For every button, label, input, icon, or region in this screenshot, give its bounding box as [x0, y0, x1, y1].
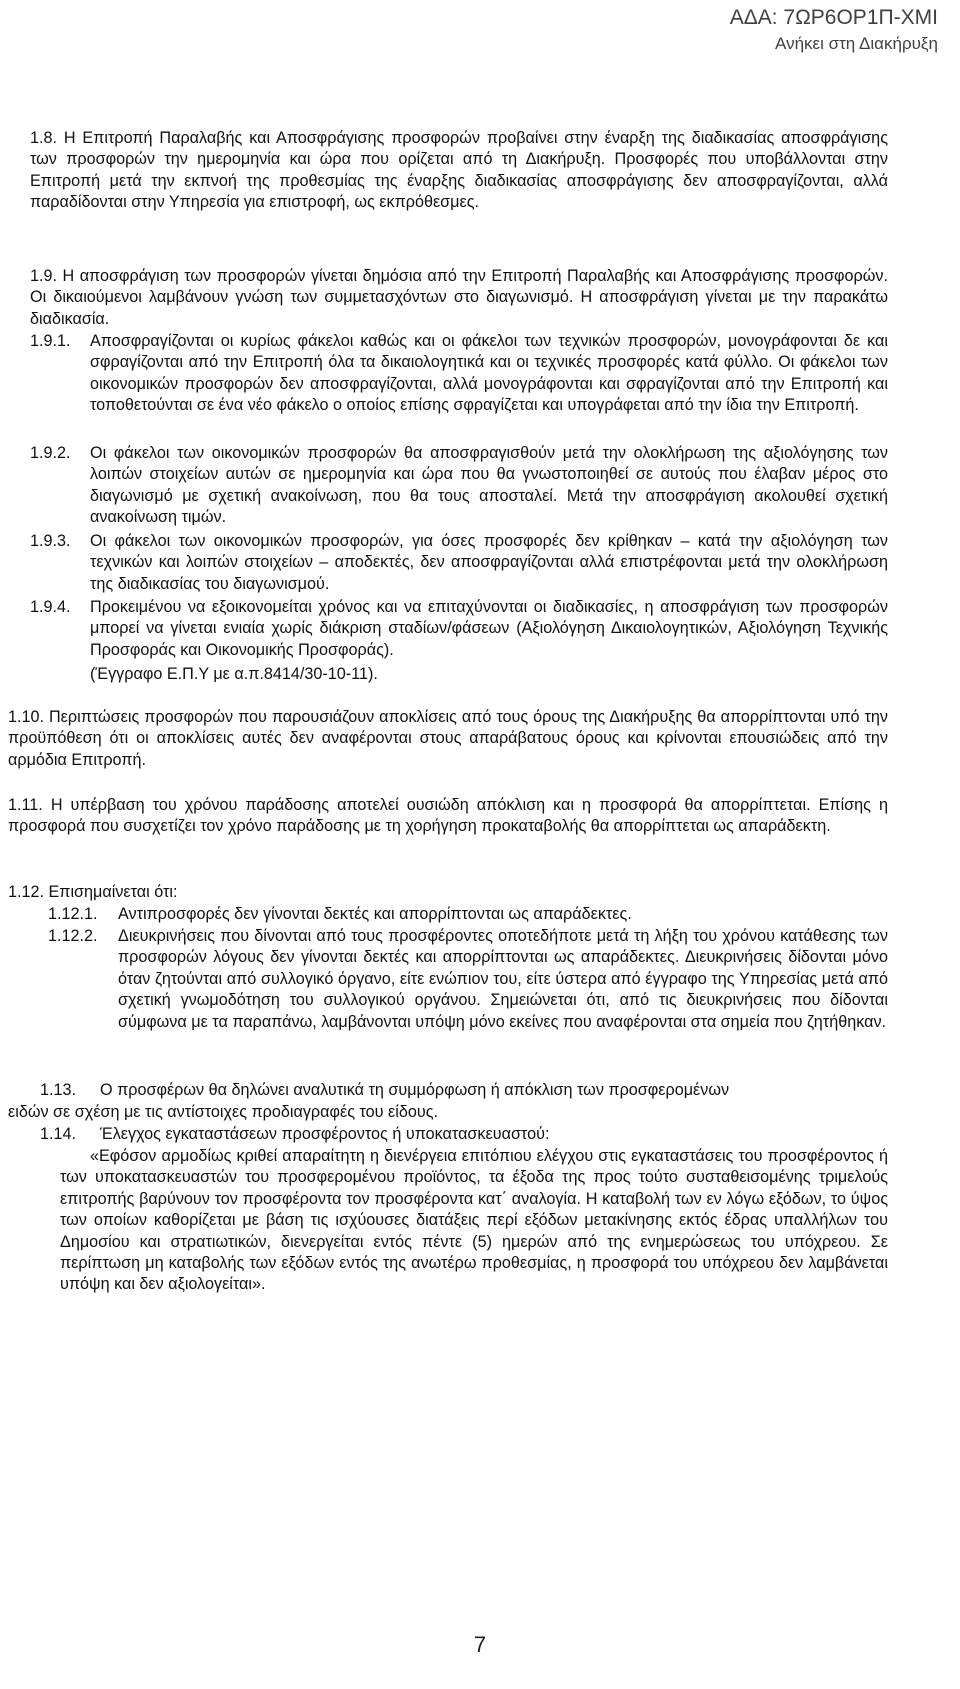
section-1-14: Έλεγχος εγκαταστάσεων προσφέροντος ή υποκατασκευαστού: [100, 1125, 550, 1143]
section-1-12: 1.12. Επισημαίνεται ότι: [8, 883, 178, 901]
section-1-9-3: Οι φάκελοι των οικονομικών προσφορών, για όσες προσφορές δεν κρίθηκαν – κατά την αξιολόγηση των τεχνικών και λοιπών στοιχείων – αποδεκτές, δεν αποσφραγίζονται αλλά επιστρέφονται μετά την ολοκλήρωση της διαδικασίας του διαγωνισμού. [90, 532, 888, 593]
section-1-9-4-number: 1.9.4. [30, 598, 71, 616]
section-1-14-number: 1.14. [40, 1125, 77, 1143]
section-1-10: 1.10. Περιπτώσεις προσφορών που παρουσιάζουν αποκλίσεις από τους όρους της Διακήρυξης θα απορρίπτονται υπό την προϋπόθεση ότι οι αποκλίσεις αυτές δεν αναφέρονται στους απαράβατους όρους και κρίνονται επουσιώδεις από την αρμόδια Επιτροπή. [8, 708, 888, 769]
section-1-12-2-number: 1.12.2. [48, 927, 98, 945]
section-1-12-1: Αντιπροσφορές δεν γίνονται δεκτές και απορρίπτονται ως απαράδεκτες. [118, 905, 632, 923]
section-1-12-1-number: 1.12.1. [48, 905, 98, 923]
section-1-9-4-reference: (Έγγραφο Ε.Π.Υ με α.π.8414/30-10-11). [90, 665, 378, 683]
section-1-9-3-number: 1.9.3. [30, 532, 71, 550]
section-1-9-4: Προκειμένου να εξοικονομείται χρόνος και να επιταχύνονται οι διαδικασίες, η αποσφράγιση των προσφορών μπορεί να γίνεται ενιαία χωρίς διάκριση σταδίων/φάσεων (Αξιολόγηση Δικαιολογητικών, Αξιολόγηση Τεχνικής Προσφοράς και Οικονομικής Προσφοράς). [90, 598, 888, 659]
section-1-9: 1.9. Η αποσφράγιση των προσφορών γίνεται δημόσια από την Επιτροπή Παραλαβής και Αποσφράγισης προσφορών. Οι δικαιούμενοι λαμβάνουν γνώση των συμμετασχόντων στο διαγωνισμό. Η αποσφράγιση γίνεται με την παρακάτω διαδικασία. [30, 267, 888, 328]
section-1-9-1-number: 1.9.1. [30, 332, 71, 350]
section-1-13-number: 1.13. [40, 1081, 77, 1099]
section-1-9-2: Οι φάκελοι των οικονομικών προσφορών θα αποσφραγισθούν μετά την ολοκλήρωση της αξιολόγησης των λοιπών στοιχείων αυτών σε ημερομηνία και ώρα που θα γνωστοποιηθεί σε αυτούς που έλαβαν μέρος στο διαγωνισμό με σχετική ανακοίνωση, που θα τους αποσταλεί. Μετά την αποσφράγιση ακολουθεί σχετική ανακοίνωση τιμών. [90, 444, 888, 527]
section-1-14-quote: «Εφόσον αρμοδίως κριθεί απαραίτητη η διενέργεια επιτόπιου ελέγχου στις εγκαταστάσεις του προσφέροντος ή των υποκατασκευαστών του προσφερομένου προϊόντος, τα έξοδα της προς τούτο συσταθεισομένης τριμελούς επιτροπής βαρύνουν τον προσφέροντα τον προσφέροντα κατ΄ αναλογία. Η καταβολή των εν λόγω εξόδων, το ύψος των οποίων καθορίζεται με βάση τις ισχύουσες διατάξεις περί εξόδων μετακίνησης εκτός έδρας υπαλλήλων του Δημοσίου και στρατιωτικών, διενεργείται εντός πέντε (5) ημερών από της ενημερώσεως του υπόχρεου. Σε περίπτωση μη καταβολής των εξόδων εντός της ανωτέρω προθεσμίας, η προσφορά του υπόχρεου δεν λαμβάνεται υπόψη και δεν αξιολογείται». [60, 1147, 888, 1294]
section-1-12-2: Διευκρινήσεις που δίνονται από τους προσφέροντες οποτεδήποτε μετά τη λήξη του χρόνου κατάθεσης των προσφορών λόγους δεν γίνονται δεκτές και απορρίπτονται ως απαράδεκτες. Διευκρινήσεις δίδονται μόνο όταν ζητούνται από συλλογικό όργανο, είτε ενώπιον του, είτε ύστερα από έγγραφο της Υπηρεσίας μετά από σχετική γνωμοδότηση του συλλογικού οργάνου. Σημειώνεται ότι, από τις διευκρινήσεις που δίδονται σύμφωνα με τα παραπάνω, λαμβάνονται υπόψη μόνο εκείνες που αναφέρονται στα σημεία που ζητήθηκαν. [118, 927, 888, 1031]
page-number: 7 [473, 1632, 487, 1657]
section-1-11: 1.11. Η υπέρβαση του χρόνου παράδοσης αποτελεί ουσιώδη απόκλιση και η προσφορά θα απορρίπτεται. Επίσης η προσφορά που συσχετίζει τον χρόνο παράδοσης με τη χορήγηση προκαταβολής θα απορρίπτεται ως απαράδεκτη. [8, 796, 888, 836]
section-1-8: 1.8. Η Επιτροπή Παραλαβής και Αποσφράγισης προσφορών προβαίνει στην έναρξη της διαδικασίας αποσφράγισης των προσφορών την ημερομηνία και ώρα που ορίζεται από τη Διακήρυξη. Προσφορές που υποβάλλονται στην Επιτροπή μετά την εκπνοή της προθεσμίας της έναρξης διαδικασίας αποσφράγισης δεν αποσφραγίζονται, αλλά παραδίδονται στην Υπηρεσία για επιστροφή, ως εκπρόθεσμες. [30, 129, 888, 212]
section-1-9-2-number: 1.9.2. [30, 444, 71, 462]
belongs-to-label: Ανήκει στη Διακήρυξη [775, 34, 938, 53]
section-1-9-1: Αποσφραγίζονται οι κυρίως φάκελοι καθώς και οι φάκελοι των τεχνικών προσφορών, μονογράφονται δε και σφραγίζονται από την Επιτροπή όλα τα δικαιολογητικά και οι τεχνικές προσφορές κατά φύλλο. Οι φάκελοι των οικονομικών προσφορών δεν αποσφραγίζονται, αλλά μονογράφονται και σφραγίζονται από την Επιτροπή και τοποθετούνται σε ένα νέο φάκελο ο οποίος επίσης σφραγίζεται και υπογράφεται από την ίδια την Επιτροπή. [90, 332, 888, 415]
ada-code: ΑΔΑ: 7ΩΡ6ΟΡ1Π-ΧΜΙ [729, 6, 938, 29]
section-1-13-continuation: ειδών σε σχέση με τις αντίστοιχες προδιαγραφές του είδους. [8, 1103, 439, 1121]
section-1-13: Ο προσφέρων θα δηλώνει αναλυτικά τη συμμόρφωση ή απόκλιση των προσφερομένων [100, 1081, 730, 1099]
